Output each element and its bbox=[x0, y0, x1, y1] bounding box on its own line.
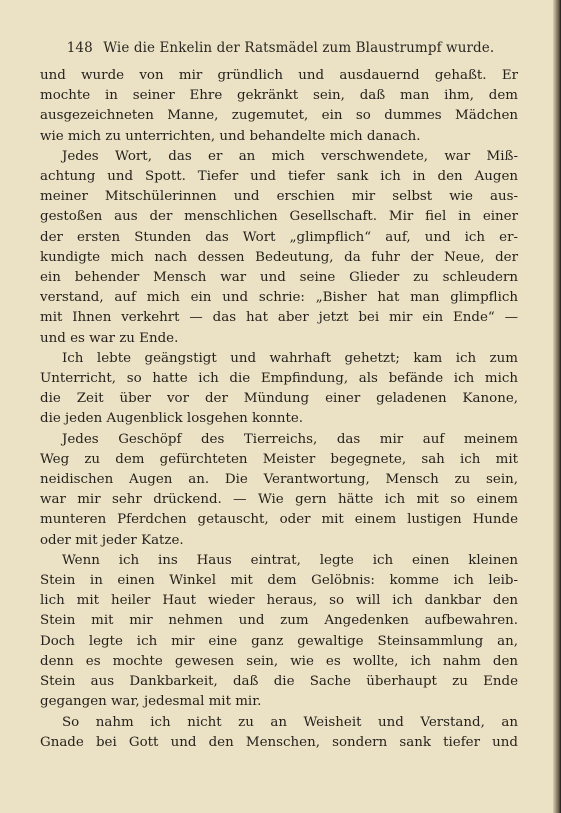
text-line: die Zeit über vor der Mündung einer geladenen Kanone, bbox=[40, 391, 518, 407]
text-line: und wurde von mir gründlich und ausdauernd gehaßt. Er bbox=[40, 68, 518, 83]
text-line: war mir sehr drückend. — Wie gern hätte ich mit so einem bbox=[40, 492, 518, 508]
text-line: gegangen war, jedesmal mit mir. bbox=[40, 694, 262, 710]
text-line: achtung und Spott. Tiefer und tiefer sank ich in den Augen bbox=[40, 169, 518, 185]
body-text bbox=[40, 66, 518, 753]
text-line: kundigte mich nach dessen Bedeutung, da fuhr der Neue, der bbox=[40, 249, 518, 265]
text-line: Jedes Geschöpf des Tierreichs, das mir auf meinem bbox=[62, 431, 518, 447]
text-line: neidischen Augen an. Die Verantwortung, Mensch zu sein, bbox=[40, 472, 518, 488]
text-line: Ich lebte geängstigt und wahrhaft gehetzt; kam ich zum bbox=[62, 350, 518, 366]
text-line: ausgezeichneten Manne, zugemutet, ein so dummes Mädchen bbox=[40, 108, 518, 124]
text-line: Weg zu dem gefürchteten Meister begegnete, sah ich mit bbox=[40, 451, 518, 467]
page-edge-shadow bbox=[553, 0, 561, 813]
text-line: der ersten Stunden das Wort „glimpflich“ auf, und ich er- bbox=[40, 229, 518, 245]
text-line: Jedes Wort, das er an mich verschwendete, war Miß- bbox=[62, 148, 518, 164]
page-number: 148 bbox=[66, 40, 93, 56]
paragraph bbox=[40, 349, 518, 430]
paragraph bbox=[40, 147, 518, 349]
text-line: Wenn ich ins Haus eintrat, legte ich einen kleinen bbox=[62, 552, 518, 568]
running-header bbox=[0, 40, 561, 56]
text-line: denn es mochte gewesen sein, wie es wollte, ich nahm den bbox=[40, 653, 518, 669]
paragraph bbox=[40, 66, 518, 147]
text-line: Stein in einen Winkel mit dem Gelöbnis: komme ich leib- bbox=[40, 573, 518, 589]
paragraph bbox=[40, 430, 518, 551]
text-line: wie mich zu unterrichten, und behandelte mich danach. bbox=[40, 128, 421, 144]
text-line: Stein aus Dankbarkeit, daß die Sache überhaupt zu Ende bbox=[40, 674, 518, 690]
text-line: mit Ihnen verkehrt — das hat aber jetzt bei mir ein Ende“ — bbox=[40, 310, 518, 326]
text-line: und es war zu Ende. bbox=[40, 330, 179, 346]
text-line: mochte in seiner Ehre gekränkt sein, daß man ihm, dem bbox=[40, 88, 518, 104]
text-line: gestoßen aus der menschlichen Gesellschaft. Mir fiel in einer bbox=[40, 209, 518, 225]
text-line: verstand, auf mich ein und schrie: „Bisher hat man glimpflich bbox=[40, 290, 518, 306]
text-line: lich mit heiler Haut wieder heraus, so will ich dankbar den bbox=[40, 593, 518, 609]
text-line: Doch legte ich mir eine ganz gewaltige Steinsammlung an, bbox=[40, 633, 518, 649]
paragraph bbox=[40, 713, 518, 753]
text-line: ein behender Mensch war und seine Glieder zu schleudern bbox=[40, 270, 518, 286]
text-line: Gnade bei Gott und den Menschen, sondern sank tiefer und bbox=[40, 734, 518, 750]
text-line: munteren Pferdchen getauscht, oder mit einem lustigen Hunde bbox=[40, 512, 518, 528]
text-line: meiner Mitschülerinnen und erschien mir selbst wie aus- bbox=[40, 189, 518, 205]
text-line: oder mit jeder Katze. bbox=[40, 532, 184, 548]
text-line: So nahm ich nicht zu an Weisheit und Verstand, an bbox=[62, 714, 518, 730]
text-line: Unterricht, so hatte ich die Empfindung, als befände ich mich bbox=[40, 371, 518, 387]
text-line: Stein mit mir nehmen und zum Angedenken aufbewahren. bbox=[40, 613, 518, 629]
text-line: die jeden Augenblick losgehen konnte. bbox=[40, 411, 304, 427]
paragraph bbox=[40, 551, 518, 713]
running-title: Wie die Enkelin der Ratsmädel zum Blaustrumpf wurde. bbox=[103, 40, 495, 56]
